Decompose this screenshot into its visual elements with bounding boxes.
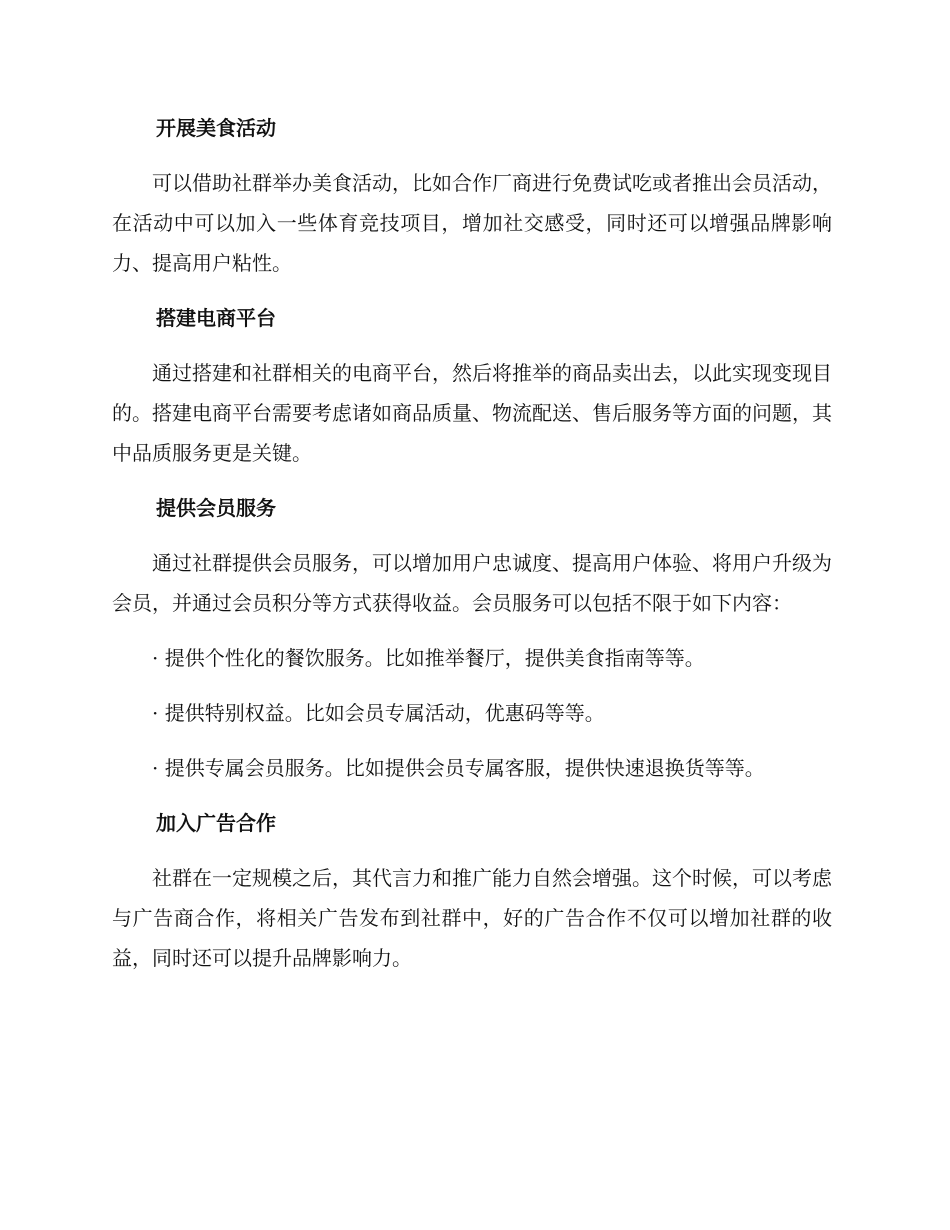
section-heading-membership: 提供会员服务	[156, 496, 276, 520]
list-item: · 提供专属会员服务。比如提供会员专属客服，提供快速退换货等等。	[152, 756, 765, 780]
document-page	[112, 108, 832, 978]
section-heading-advertising: 加入广告合作	[156, 811, 276, 835]
section-paragraph-membership: 通过社群提供会员服务，可以增加用户忠诚度、提高用户体验、将用户升级为会员，并通过会员积分等方式获得收益。会员服务可以包括不限于如下内容：	[112, 551, 832, 615]
section-heading-ecommerce: 搭建电商平台	[156, 306, 276, 330]
list-item: · 提供个性化的餐饮服务。比如推举餐厅，提供美食指南等等。	[152, 646, 705, 670]
section-paragraph-ecommerce: 通过搭建和社群相关的电商平台，然后将推举的商品卖出去，以此实现变现目的。搭建电商平台需要考虑诸如商品质量、物流配送、售后服务等方面的问题，其中品质服务更是关键。	[112, 361, 832, 465]
section-paragraph-food-events: 可以借助社群举办美食活动，比如合作厂商进行免费试吃或者推出会员活动，在活动中可以加入一些体育竞技项目，增加社交感受，同时还可以增强品牌影响力、提高用户粘性。	[112, 171, 832, 275]
section-paragraph-advertising: 社群在一定规模之后，其代言力和推广能力自然会增强。这个时候，可以考虑与广告商合作，将相关广告发布到社群中，好的广告合作不仅可以增加社群的收益，同时还可以提升品牌影响力。	[112, 866, 832, 970]
list-item: · 提供特别权益。比如会员专属活动，优惠码等等。	[152, 701, 605, 725]
section-heading-food-events: 开展美食活动	[156, 116, 276, 140]
